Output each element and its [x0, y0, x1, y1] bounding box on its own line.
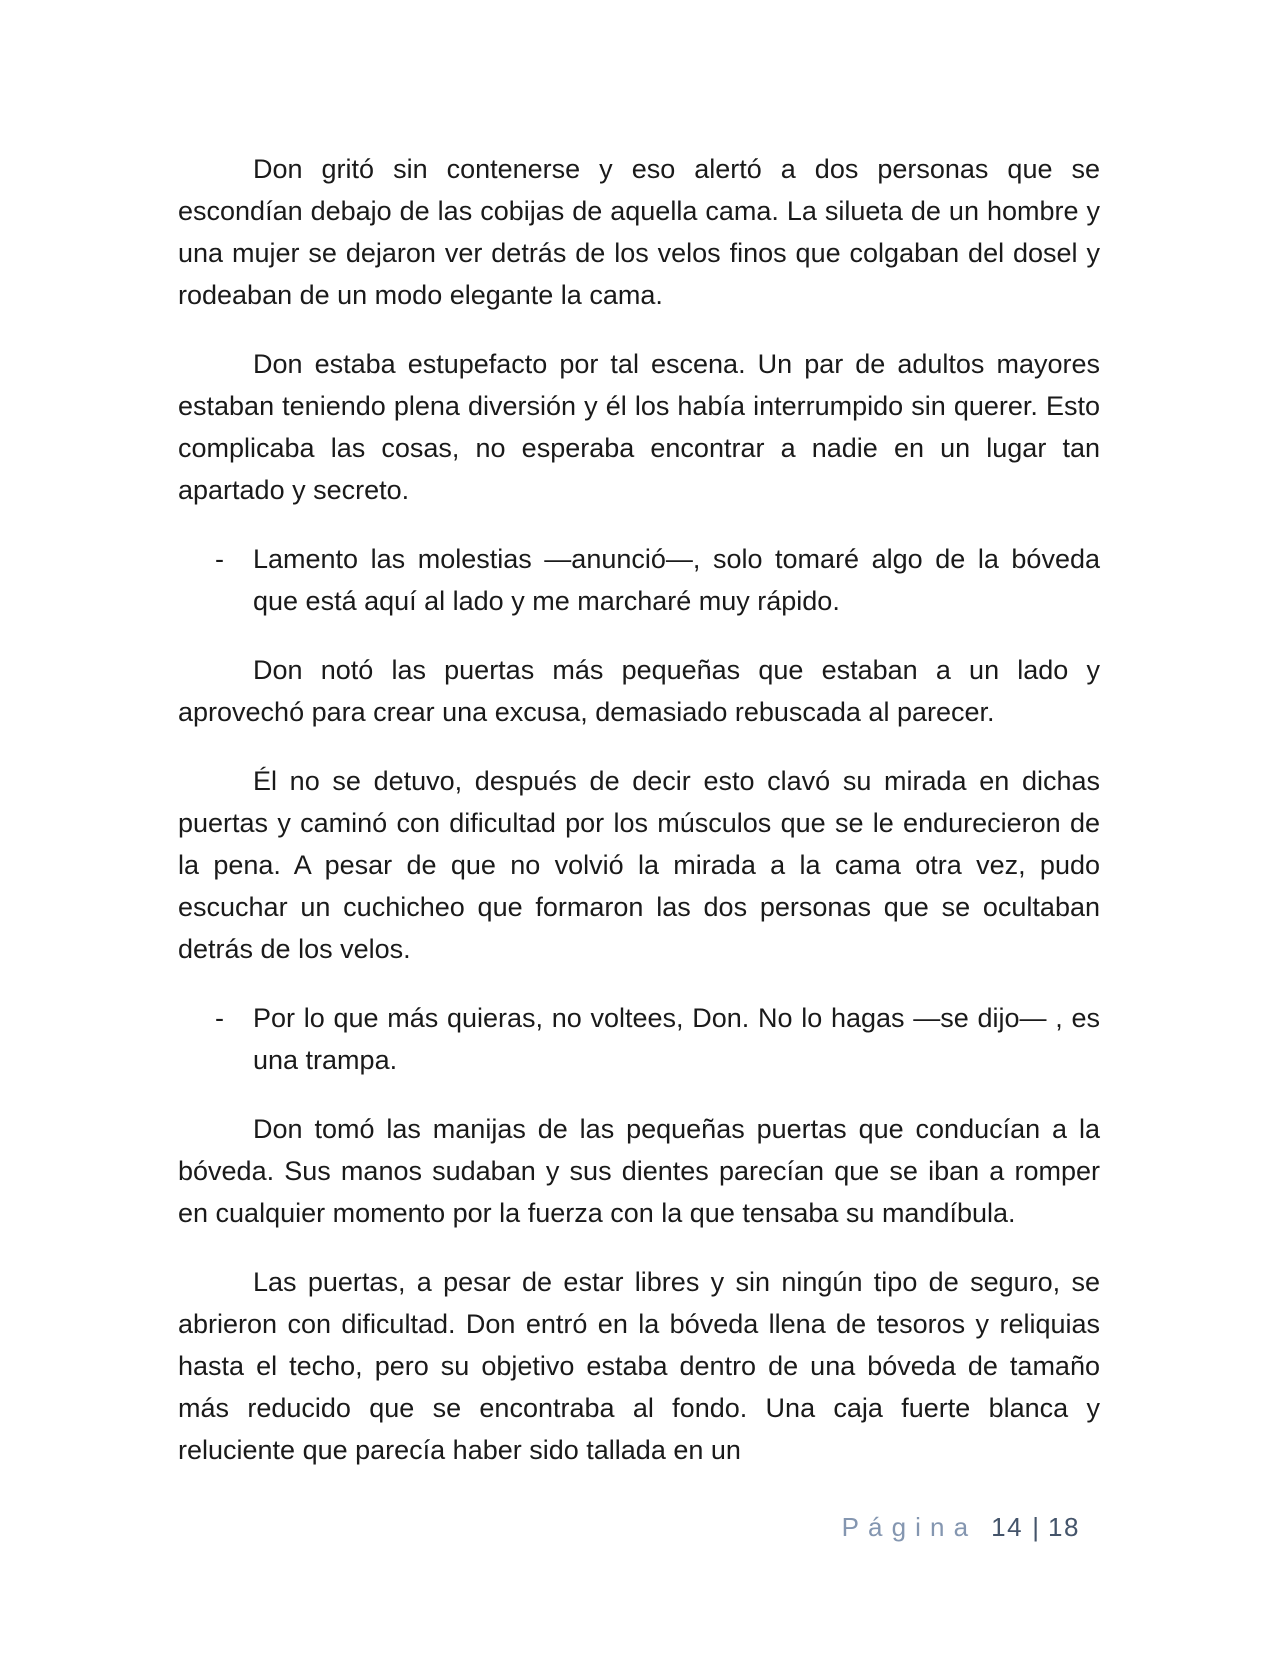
paragraph: Don tomó las manijas de las pequeñas puertas que conducían a la bóveda. Sus manos sudaban y sus dientes parecían que se iban a romper en cualquier momento por la fuerza con la que tensaba su mandíbula. — [178, 1114, 1100, 1228]
paragraph: Don notó las puertas más pequeñas que estaban a un lado y aprovechó para crear una excusa, demasiado rebuscada al parecer. — [178, 655, 1100, 727]
paragraph: Don estaba estupefacto por tal escena. Un par de adultos mayores estaban teniendo plena diversión y él los había interrumpido sin querer. Esto complicaba las cosas, no esperaba encontrar a nadie en un lugar tan apartado y secreto. — [178, 349, 1100, 505]
paragraph: Don gritó sin contenerse y eso alertó a dos personas que se escondían debajo de las cobijas de aquella cama. La silueta de un hombre y una mujer se dejaron ver detrás de los velos finos que colgaban del dosel y rodeaban de un modo elegante la cama. — [178, 154, 1100, 310]
list-marker: - — [215, 544, 224, 574]
footer-page-label: Página — [841, 1512, 978, 1542]
footer-page-total: 18 — [1047, 1512, 1080, 1542]
list-marker: - — [215, 1003, 224, 1033]
list-item-text: Por lo que más quieras, no voltees, Don. No lo hagas —se dijo— , es una trampa. — [253, 1003, 1100, 1075]
paragraph: Él no se detuvo, después de decir esto clavó su mirada en dichas puertas y caminó con dificultad por los músculos que se le endurecieron de la pena. A pesar de que no volvió la mirada a la cama otra vez, pudo escuchar un cuchicheo que formaron las dos personas que se ocultaban detrás de los velos. — [178, 766, 1100, 964]
page-body-text — [178, 148, 1100, 1498]
list-item — [178, 538, 1100, 622]
footer-page-current: 14 — [991, 1512, 1024, 1542]
list-item-text: Lamento las molestias —anunció—, solo tomaré algo de la bóveda que está aquí al lado y me marcharé muy rápido. — [253, 544, 1100, 616]
list-item — [178, 997, 1100, 1081]
footer-page-separator: | — [1032, 1512, 1039, 1542]
paragraph: Las puertas, a pesar de estar libres y sin ningún tipo de seguro, se abrieron con dificultad. Don entró en la bóveda llena de tesoros y reliquias hasta el techo, pero su objetivo estaba dentro de una bóveda de tamaño más reducido que se encontraba al fondo. Una caja fuerte blanca y reluciente que parecía haber sido tallada en un — [178, 1267, 1100, 1465]
page-footer — [842, 1512, 1080, 1542]
